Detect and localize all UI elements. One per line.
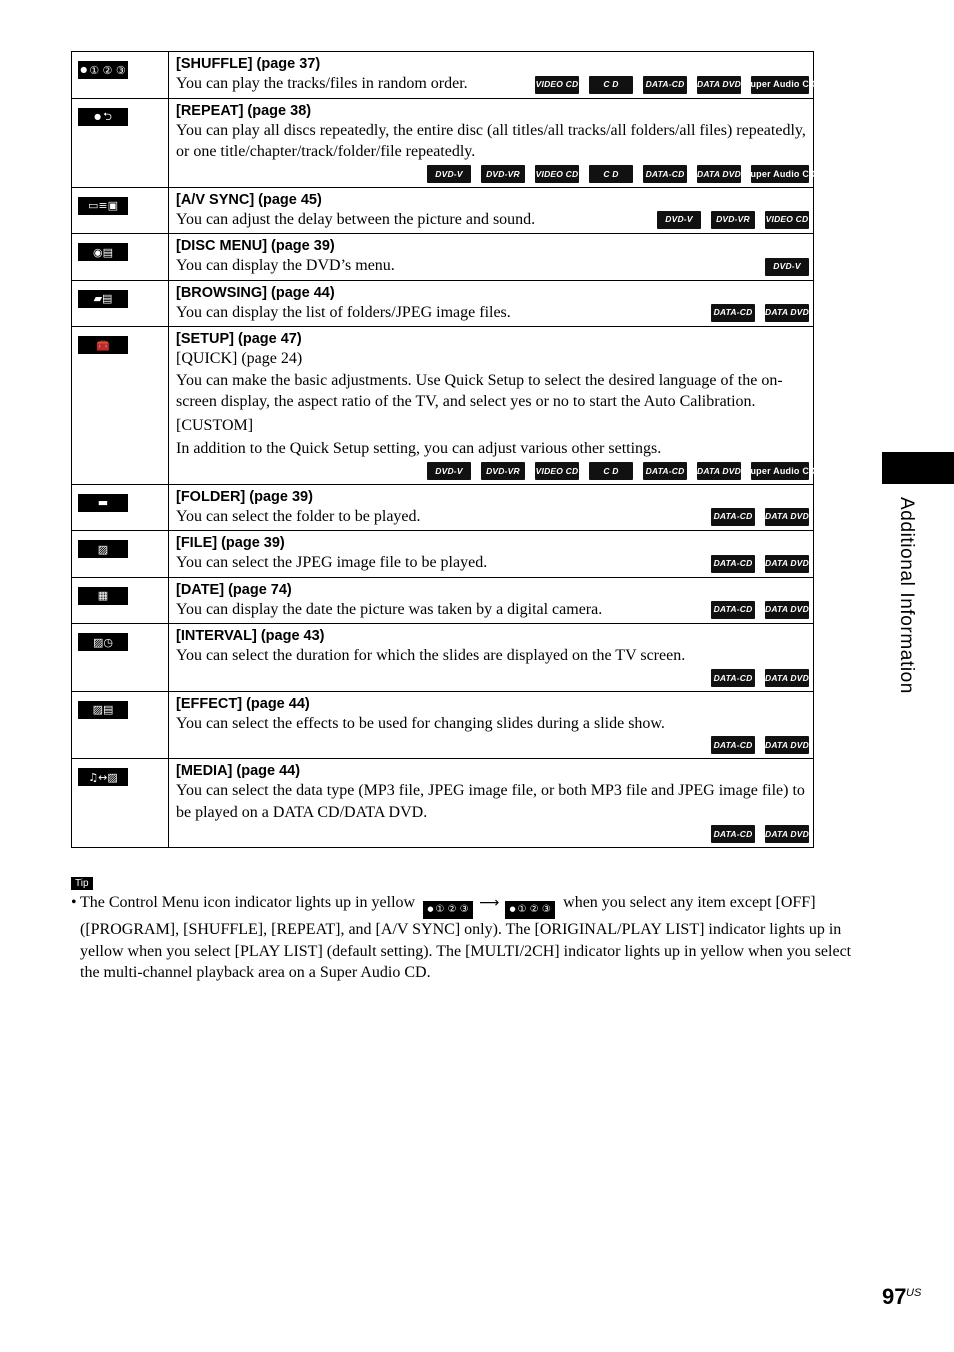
disc-badge: C D xyxy=(589,76,633,94)
item-description: You can select the duration for which the slides are displayed on the TV screen. xyxy=(176,647,686,664)
disc-badge: VIDEO CD xyxy=(535,462,579,480)
page-number: 97 xyxy=(882,1284,907,1309)
item-title: [MEDIA] (page 44) xyxy=(176,763,301,779)
tip-text xyxy=(71,892,857,984)
disc-badge: DATA-CD xyxy=(643,76,687,94)
item-title: [EFFECT] (page 44) xyxy=(176,695,310,712)
disc-badge: DVD-V xyxy=(657,211,701,229)
disc-type-badges xyxy=(535,76,816,95)
item-description: [CUSTOM] xyxy=(176,416,254,434)
side-tab-marker xyxy=(882,452,954,484)
disc-badge: DATA-CD xyxy=(711,304,755,322)
av-sync-icon: ▭≡▣ xyxy=(78,197,128,215)
item-title: [INTERVAL] (page 43) xyxy=(176,628,325,644)
disc-badge: DATA-CD xyxy=(711,555,755,573)
disc-badge: C D xyxy=(589,165,633,183)
description-cell xyxy=(169,759,814,848)
menu-item-row xyxy=(72,327,814,485)
icon-cell xyxy=(72,624,169,692)
description-cell xyxy=(169,577,814,624)
folder-icon: ▬ xyxy=(78,494,128,512)
item-title: [FOLDER] (page 39) xyxy=(176,488,313,505)
menu-item-row xyxy=(72,52,814,99)
disc-badge: Super Audio CD xyxy=(751,462,809,480)
icon-cell xyxy=(72,280,169,327)
menu-item-row xyxy=(72,234,814,281)
item-description: You can select the effects to be used for changing slides during a slide show. xyxy=(176,714,665,732)
item-title: [REPEAT] (page 38) xyxy=(176,102,312,119)
item-title: [BROWSING] (page 44) xyxy=(176,284,335,301)
icon-cell xyxy=(72,327,169,485)
disc-type-badges xyxy=(176,462,816,481)
item-title: [SETUP] (page 47) xyxy=(176,331,302,347)
item-description: You can display the DVD’s menu. DVD-V xyxy=(176,255,809,277)
item-description: You can select the data type (MP3 file, JPEG image file, or both MP3 file and JPEG image file) to be played on a DATA CD/DATA DVD. xyxy=(176,782,805,821)
description-cell xyxy=(169,624,814,692)
disc-badge: C D xyxy=(589,462,633,480)
icon-cell xyxy=(72,531,169,578)
disc-badge: DVD-V xyxy=(427,462,471,480)
description-cell xyxy=(169,691,814,759)
description-cell xyxy=(169,98,814,187)
disc-type-badges xyxy=(765,258,809,277)
disc-badge: VIDEO CD xyxy=(535,165,579,183)
control-menu-indicator-icon: ● ① ② ③ xyxy=(423,901,473,919)
page-region: US xyxy=(906,1287,922,1299)
icon-cell xyxy=(72,98,169,187)
disc-type-badges xyxy=(176,736,809,755)
description-cell xyxy=(169,327,814,485)
description-cell xyxy=(169,52,814,99)
disc-badge: DATA DVD xyxy=(765,601,809,619)
menu-item-row xyxy=(72,280,814,327)
menu-item-row xyxy=(72,577,814,624)
disc-badge: DATA-CD xyxy=(711,508,755,526)
disc-badge: DATA DVD xyxy=(765,555,809,573)
item-title: [DISC MENU] (page 39) xyxy=(176,238,335,254)
disc-badge: DATA DVD xyxy=(765,825,809,843)
tip-badge: Tip xyxy=(71,877,93,890)
item-description: You can select the folder to be played. DATA-CD DATA DVD xyxy=(176,506,809,528)
menu-item-row xyxy=(72,759,814,848)
item-description: You can display the list of folders/JPEG image files. DATA-CD DATA DVD xyxy=(176,302,809,324)
disc-badge: DATA-CD xyxy=(711,601,755,619)
icon-cell xyxy=(72,577,169,624)
item-description: You can adjust the delay between the picture and sound. DVD-V DVD-VR VIDEO CD xyxy=(176,209,809,231)
item-description: You can play all discs repeatedly, the entire disc (all titles/all tracks/all folders/all files) repeatedly, or one title/chapter/track/folder/file repeatedly. xyxy=(176,121,806,160)
media-icon: ♫↔▨ xyxy=(78,768,128,786)
menu-item-row xyxy=(72,691,814,759)
menu-item-row xyxy=(72,187,814,234)
disc-badge: DVD-VR xyxy=(711,211,755,229)
disc-type-badges xyxy=(657,211,809,230)
disc-badge: DATA-CD xyxy=(643,462,687,480)
item-title: [SHUFFLE] (page 37) xyxy=(176,56,321,72)
description-cell xyxy=(169,234,814,281)
disc-type-badges xyxy=(711,508,809,527)
disc-badge: DATA-CD xyxy=(711,669,755,687)
icon-cell xyxy=(72,234,169,281)
arrow-right-icon: ⟶ xyxy=(479,895,500,911)
disc-badge: DATA-CD xyxy=(711,825,755,843)
disc-badge: DATA DVD xyxy=(765,736,809,754)
disc-menu-icon: ◉▤ xyxy=(78,243,128,261)
control-menu-table xyxy=(71,51,814,848)
setup-toolbox-icon: 🧰 xyxy=(78,336,128,354)
disc-badge: DVD-VR xyxy=(481,462,525,480)
item-title: [FILE] (page 39) xyxy=(176,535,285,551)
disc-badge: VIDEO CD xyxy=(535,76,579,94)
disc-badge: DATA DVD xyxy=(697,76,741,94)
disc-badge: DATA-CD xyxy=(643,165,687,183)
disc-badge: DATA-CD xyxy=(711,736,755,754)
disc-badge: DATA DVD xyxy=(765,304,809,322)
disc-badge: DATA DVD xyxy=(765,669,809,687)
disc-badge: Super Audio CD xyxy=(751,76,809,94)
disc-badge: DVD-V xyxy=(765,258,809,276)
side-tab-label: Additional Information xyxy=(896,497,917,694)
disc-type-badges xyxy=(711,555,809,574)
icon-cell xyxy=(72,759,169,848)
disc-badge: DATA DVD xyxy=(697,462,741,480)
item-description: [QUICK] (page 24) xyxy=(176,350,303,367)
disc-type-badges xyxy=(711,304,809,323)
description-cell xyxy=(169,531,814,578)
item-description: You can display the date the picture was taken by a digital camera. DATA-CD DATA DVD xyxy=(176,599,809,621)
menu-item-row xyxy=(72,484,814,531)
icon-cell xyxy=(72,691,169,759)
disc-badge: DATA DVD xyxy=(765,508,809,526)
control-menu-indicator-yellow-icon: ● ① ② ③ xyxy=(505,901,555,919)
description-cell xyxy=(169,187,814,234)
date-calendar-icon: ▦ xyxy=(78,587,128,605)
shuffle-icon: ● ① ② ③ xyxy=(78,61,128,79)
disc-badge: Super Audio CD xyxy=(751,165,809,183)
disc-type-badges xyxy=(176,825,809,844)
disc-badge: DVD-VR xyxy=(481,165,525,183)
disc-badge: DATA DVD xyxy=(697,165,741,183)
repeat-icon: ● ⮌ xyxy=(78,108,128,126)
menu-item-row xyxy=(72,624,814,692)
icon-cell xyxy=(72,484,169,531)
menu-item-row xyxy=(72,98,814,187)
item-description: In addition to the Quick Setup setting, you can adjust various other settings. xyxy=(176,440,662,457)
effect-icon: ▨▤ xyxy=(78,701,128,719)
interval-icon: ▨◷ xyxy=(78,633,128,651)
description-cell xyxy=(169,280,814,327)
item-title: [A/V SYNC] (page 45) xyxy=(176,191,322,208)
menu-item-row xyxy=(72,531,814,578)
disc-type-badges xyxy=(176,669,809,688)
item-description: You can make the basic adjustments. Use Quick Setup to select the desired language of the on-screen display, the aspect ratio of the TV, and select yes or no to start the Auto Calibration. xyxy=(176,371,783,410)
tip-text-before: The Control Menu icon indicator lights up in yellow xyxy=(80,894,416,911)
tip-bullet: • xyxy=(71,894,77,911)
icon-cell xyxy=(72,52,169,99)
disc-type-badges xyxy=(711,601,809,620)
disc-badge: DVD-V xyxy=(427,165,471,183)
disc-badge: VIDEO CD xyxy=(765,211,809,229)
item-description: You can play the tracks/files in random order. VIDEO CD C D DATA-CD DATA DVD Super Audio CD xyxy=(176,73,809,95)
browsing-icon: ▰▤ xyxy=(78,290,128,308)
item-title: [DATE] (page 74) xyxy=(176,581,292,598)
description-cell xyxy=(169,484,814,531)
item-description: You can select the JPEG image file to be played. DATA-CD DATA DVD xyxy=(176,552,809,574)
file-image-icon: ▨ xyxy=(78,540,128,558)
tip-text-after: when you select any item except [OFF] ([PROGRAM], [SHUFFLE], [REPEAT], and [A/V SYNC] only). The [ORIGINAL/PLAY LIST] indicator lights up in yellow when you select [PLAY LIST] (default setting). The [MULTI/2CH] indicator lights up in yellow when you select the multi-channel playback area on a Super Audio CD. xyxy=(80,894,852,982)
icon-cell xyxy=(72,187,169,234)
disc-type-badges xyxy=(176,165,816,184)
